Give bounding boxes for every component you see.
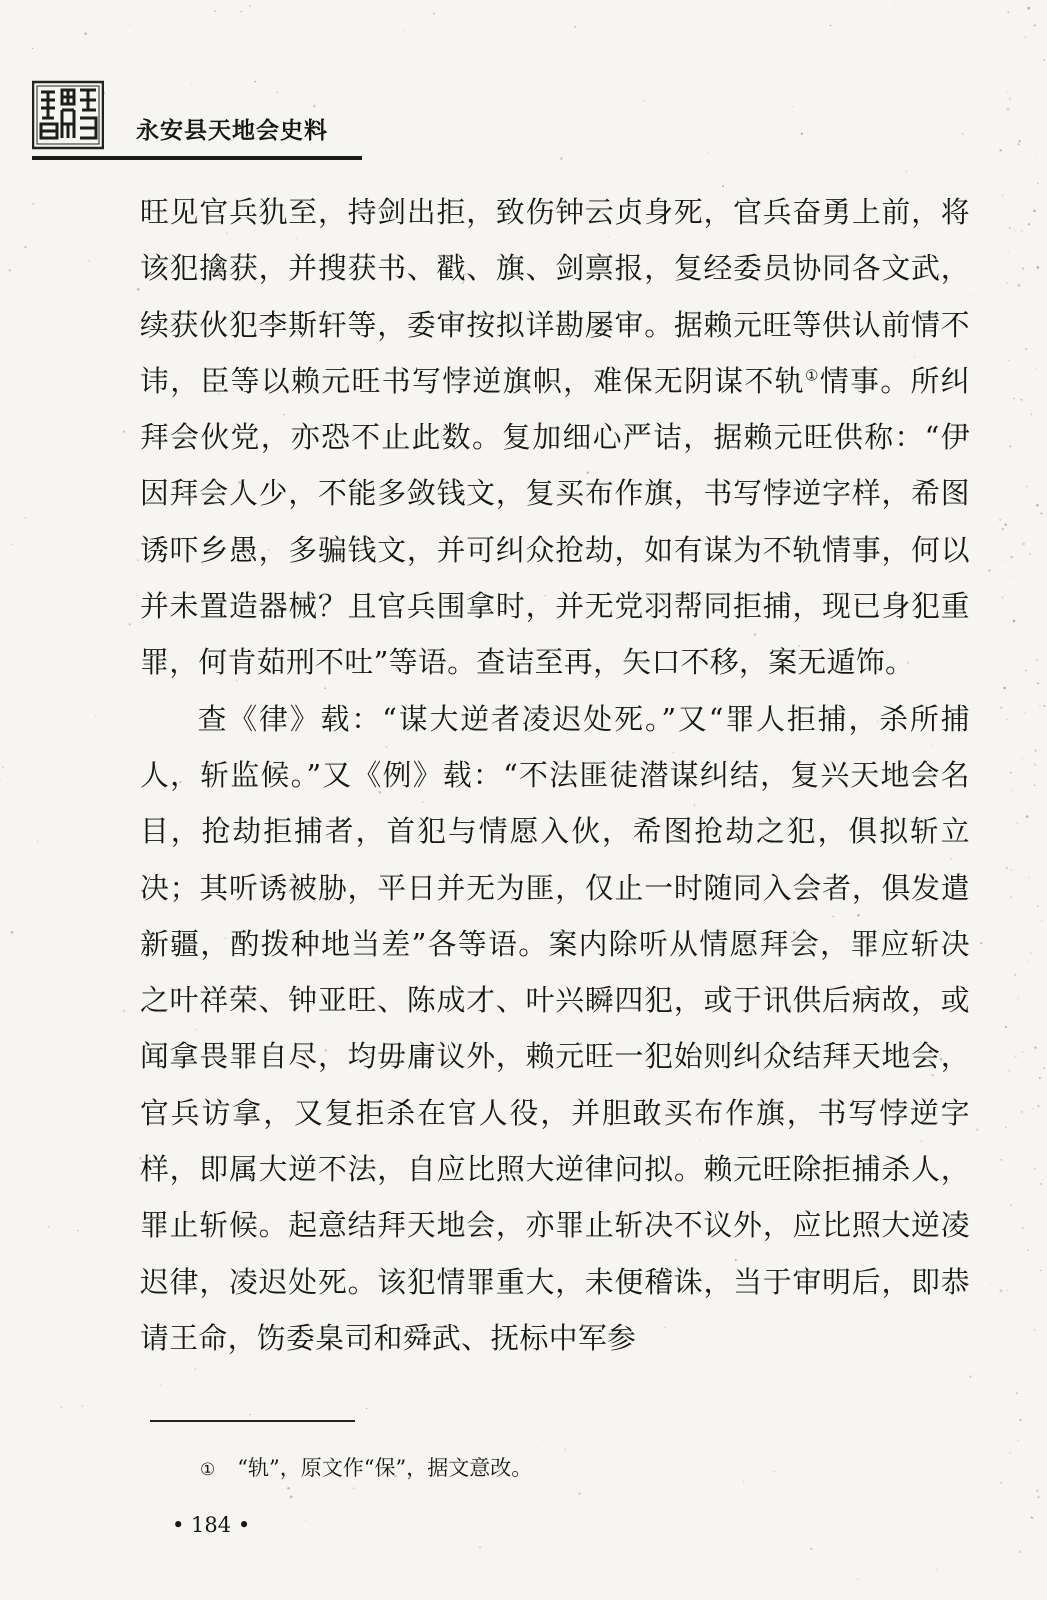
paper-speckle <box>1033 210 1036 213</box>
paper-speckle <box>249 1414 250 1415</box>
footnote <box>200 1452 532 1482</box>
paper-speckle <box>976 1129 978 1131</box>
paper-speckle <box>287 1487 290 1490</box>
paper-speckle <box>1007 282 1008 283</box>
paper-speckle <box>1010 772 1012 774</box>
paper-speckle <box>25 517 26 518</box>
paper-speckle <box>1002 195 1003 196</box>
paper-speckle <box>1026 744 1027 745</box>
paper-speckle <box>830 25 832 27</box>
paper-speckle <box>61 1407 62 1408</box>
paper-speckle <box>194 1368 196 1370</box>
paper-speckle <box>1034 763 1037 766</box>
paper-speckle <box>1041 920 1042 921</box>
paper-speckle <box>1034 784 1036 786</box>
paper-speckle <box>1039 1077 1041 1079</box>
paper-speckle <box>48 1226 49 1227</box>
paper-speckle <box>1027 7 1030 10</box>
paper-speckle <box>906 171 908 173</box>
paragraph-1-text-before-note: 旺见官兵犰至，持剑出拒，致伤钟云贞身死，官兵奋勇上前，将该犯擒获，并搜获书、戳、旗、剑禀报，复经委员协同各文武，续获伙犯李斯轩等，委审按拟详勘屡审。据赖元旺等供认前情不讳，臣等以赖元旺书写悖逆旗帜，难保无阴谋不轨 <box>140 195 970 398</box>
paper-speckle <box>1010 869 1012 871</box>
paper-speckle <box>81 1405 83 1407</box>
paper-speckle <box>1024 36 1026 38</box>
paper-speckle <box>88 260 89 261</box>
paper-speckle <box>1019 1419 1021 1421</box>
paper-speckle <box>1017 822 1018 823</box>
paper-speckle <box>305 1520 306 1521</box>
paper-speckle <box>1034 1047 1036 1049</box>
paper-speckle <box>9 269 11 271</box>
paper-speckle <box>1010 576 1011 577</box>
paper-speckle <box>1000 1482 1002 1484</box>
paper-speckle <box>32 202 35 205</box>
paper-speckle <box>1006 867 1008 869</box>
paper-speckle <box>894 2 895 3</box>
paper-speckle <box>1044 705 1046 707</box>
paper-speckle <box>1043 59 1045 61</box>
paper-speckle <box>810 1548 812 1550</box>
paper-speckle <box>770 57 771 58</box>
paper-speckle <box>1012 789 1014 791</box>
paper-speckle <box>1008 360 1009 361</box>
paper-speckle <box>1022 1227 1025 1230</box>
paper-speckle <box>1000 1289 1003 1292</box>
paper-speckle <box>1022 1051 1023 1052</box>
paper-speckle <box>644 100 646 102</box>
footnote-number: ① <box>200 1460 216 1480</box>
paper-speckle <box>1032 1108 1033 1109</box>
paper-speckle <box>1030 952 1032 954</box>
paper-speckle <box>1037 266 1040 269</box>
paper-speckle <box>1013 398 1014 399</box>
paper-speckle <box>973 614 974 615</box>
paper-speckle <box>1006 91 1007 92</box>
header-rule <box>32 156 362 160</box>
footnote-rule <box>150 1420 355 1422</box>
paper-speckle <box>1026 486 1028 488</box>
paper-speckle <box>743 1481 744 1482</box>
paper-speckle <box>1033 1329 1035 1331</box>
paper-speckle <box>32 48 33 49</box>
paper-speckle <box>1036 1489 1039 1492</box>
paper-speckle <box>1017 143 1019 145</box>
paper-speckle <box>999 149 1001 151</box>
paper-speckle <box>1020 1111 1022 1113</box>
paper-speckle <box>130 24 131 25</box>
paragraph-1-text-after-note: 情事。所纠拜会伙党，亦恐不止此数。复加细心严诘，据赖元旺供称：“伊因拜会人少，不能多敛钱文，复买布作旗，书写悖逆字样，希图诱吓乡愚，多骗钱文，并可纠众抢劫，如有谋为不轨情事，何以并未置造器械？且官兵围拿时，并无党羽帮同拒捕，现已身犯重罪，何肯茹刑不吐”等语。查诘至再，矢口不移，案无遁饰。 <box>140 363 970 680</box>
paper-speckle <box>1008 1070 1010 1072</box>
paper-speckle <box>1000 1159 1002 1161</box>
paper-speckle <box>1005 1026 1007 1028</box>
paper-speckle <box>290 1496 293 1499</box>
paper-speckle <box>84 32 87 35</box>
body-text <box>140 184 970 1366</box>
paper-speckle <box>988 569 990 571</box>
paper-speckle <box>1005 1126 1007 1128</box>
paper-speckle <box>123 1010 126 1013</box>
paper-speckle <box>1010 896 1012 898</box>
paper-speckle <box>214 11 216 13</box>
paper-speckle <box>1028 223 1030 225</box>
paper-speckle <box>123 431 125 433</box>
paper-speckle <box>366 1408 367 1409</box>
paper-speckle <box>1013 620 1016 623</box>
paper-speckle <box>433 13 435 15</box>
paper-speckle <box>1009 97 1012 100</box>
paper-speckle <box>1040 1270 1041 1271</box>
paper-speckle <box>1016 1392 1018 1394</box>
paper-speckle <box>2 766 4 768</box>
paper-speckle <box>160 1384 162 1386</box>
paper-speckle <box>1018 284 1021 287</box>
paper-speckle <box>1037 682 1039 684</box>
paper-speckle <box>1019 1550 1022 1553</box>
paper-speckle <box>481 1485 482 1486</box>
paper-speckle <box>1031 1517 1033 1519</box>
paper-speckle <box>1037 906 1039 908</box>
paper-speckle <box>969 1376 971 1378</box>
paper-speckle <box>1034 1168 1036 1170</box>
paper-speckle <box>1028 877 1030 879</box>
paragraph-1 <box>140 184 970 691</box>
paper-speckle <box>1026 815 1029 818</box>
paper-speckle <box>479 1546 481 1548</box>
paper-speckle <box>1020 399 1022 401</box>
paper-speckle <box>708 152 709 153</box>
paper-speckle <box>1040 512 1042 514</box>
paper-speckle <box>1014 974 1016 976</box>
paper-speckle <box>1018 140 1020 142</box>
paper-speckle <box>962 133 964 135</box>
paper-speckle <box>77 1230 78 1231</box>
paper-speckle <box>937 1569 938 1570</box>
paper-speckle <box>774 1471 775 1472</box>
paper-speckle <box>353 1487 355 1489</box>
paper-speckle <box>1014 230 1015 231</box>
paper-speckle <box>1010 1204 1012 1206</box>
paper-speckle <box>0 779 1 780</box>
paper-speckle <box>1027 1249 1029 1251</box>
paper-speckle <box>1022 543 1025 546</box>
paper-speckle <box>1039 705 1041 707</box>
paper-speckle <box>1014 1055 1016 1057</box>
paper-speckle <box>1009 445 1011 447</box>
paper-speckle <box>1004 523 1007 526</box>
paper-speckle <box>1009 1452 1010 1453</box>
paper-speckle <box>1036 504 1039 507</box>
paper-speckle <box>1010 556 1013 559</box>
paper-speckle <box>1007 108 1010 111</box>
paper-speckle <box>1035 154 1036 155</box>
paper-speckle <box>1007 1290 1008 1291</box>
paper-speckle <box>1000 707 1002 709</box>
paper-speckle <box>1009 227 1010 228</box>
paper-speckle <box>972 295 973 296</box>
paper-speckle <box>1021 230 1022 231</box>
page-header <box>32 72 362 164</box>
paper-speckle <box>11 931 14 934</box>
paper-speckle <box>129 623 131 625</box>
paper-speckle <box>792 106 794 108</box>
page-number: • 184 • <box>172 1513 251 1537</box>
paper-speckle <box>537 1447 538 1448</box>
paragraph-2: 查《律》载：“谋大逆者凌迟处死。”又“罪人拒捕，杀所捕人，斩监候。”又《例》载：“不法匪徒潜谋纠结，复兴天地会名目，抢劫拒捕者，首犯与情愿入伙，希图抢劫之犯，俱拟斩立决；其听诱被胁，平日并无为匪，仅止一时随同入会者，俱发遣新疆，酌拨种地当差”各等语。案内除听从情愿拜会，罪应斩决之叶祥荣、钟亚旺、陈成才、叶兴瞬四犯，或于讯供后病故，或闻拿畏罪自尽，均毋庸议外，赖元旺一犯始则纠众结拜天地会，官兵访拿，又复拒杀在官人役，并胆敢买布作旗，书写悖逆字样，即属大逆不法，自应比照大逆律问拟。赖元旺除拒捕杀人，罪止斩候。起意结拜天地会，亦罪止斩决不议外，应比照大逆凌迟律，凌迟处死。该犯情罪重大，未便稽诛，当于审明后，即恭请王命，饬委臬司和舜武、抚标中军参 <box>140 701 970 1355</box>
paper-speckle <box>404 30 405 31</box>
paper-speckle <box>1037 183 1039 185</box>
paper-speckle <box>990 1284 991 1285</box>
paper-speckle <box>24 246 26 248</box>
paper-speckle <box>1027 961 1028 962</box>
paper-speckle <box>1040 1183 1042 1185</box>
paper-speckle <box>1024 712 1026 714</box>
paper-speckle <box>1008 252 1010 254</box>
paper-speckle <box>1031 1516 1033 1518</box>
paper-speckle <box>1005 561 1006 562</box>
paper-speckle <box>12 544 13 545</box>
paper-speckle <box>999 519 1001 521</box>
paper-speckle <box>1025 348 1027 350</box>
paper-speckle <box>1002 597 1004 599</box>
paper-speckle <box>376 123 377 124</box>
footnote-marker[interactable]: ① <box>804 366 820 385</box>
paper-speckle <box>578 1492 581 1495</box>
paper-speckle <box>1035 368 1036 369</box>
paper-speckle <box>1030 413 1032 415</box>
footnote-text: “轨”，原文作“保”，据文意改。 <box>237 1456 533 1480</box>
running-title: 永安县天地会史料 <box>136 118 328 144</box>
paper-speckle <box>1022 268 1024 270</box>
paper-speckle <box>1037 1496 1039 1498</box>
paper-speckle <box>1022 758 1023 759</box>
paper-speckle <box>1034 24 1036 26</box>
paper-speckle <box>1034 749 1037 752</box>
paper-speckle <box>95 715 96 716</box>
paper-speckle <box>249 5 251 7</box>
paper-speckle <box>137 559 139 561</box>
paper-speckle <box>1007 12 1009 14</box>
seal-stamp-logo-icon <box>32 80 104 150</box>
paper-speckle <box>1043 1067 1045 1069</box>
paper-speckle <box>37 841 38 842</box>
paper-speckle <box>1038 1105 1040 1107</box>
paper-speckle <box>1003 687 1006 690</box>
paper-speckle <box>1042 1179 1043 1180</box>
paper-speckle <box>560 157 563 160</box>
paper-speckle <box>980 942 982 944</box>
paper-speckle <box>857 1578 859 1580</box>
paper-speckle <box>241 11 242 12</box>
paper-speckle <box>1018 1440 1019 1441</box>
paper-speckle <box>1002 528 1004 530</box>
paper-speckle <box>1036 659 1038 661</box>
paper-speckle <box>1023 269 1025 271</box>
paper-speckle <box>564 1449 566 1451</box>
paper-speckle <box>1025 669 1027 671</box>
paper-speckle <box>574 26 576 28</box>
paper-speckle <box>1029 553 1031 555</box>
paper-speckle <box>1006 719 1007 720</box>
paper-speckle <box>801 133 803 135</box>
paper-speckle <box>1018 998 1019 999</box>
